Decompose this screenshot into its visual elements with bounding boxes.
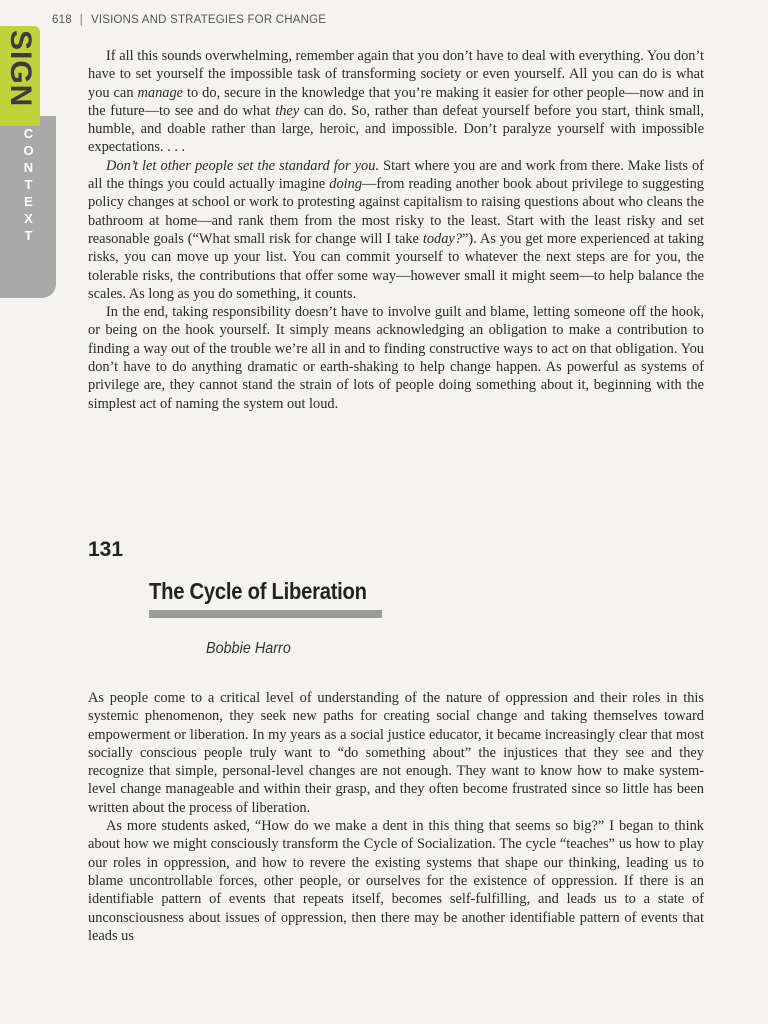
running-head-separator: | — [79, 14, 83, 26]
article-body-text — [88, 689, 704, 945]
running-head-title: VISIONS AND STRATEGIES FOR CHANGE — [90, 14, 327, 26]
page-number: 618 — [52, 14, 72, 26]
previous-reading-text — [88, 47, 704, 413]
paragraph: As people come to a critical level of understanding of the nature of oppression and their roles in this systemic phenomenon, they seek new paths for creating social change and taking themselves toward empowerment or liberation. In my years as a social justice educator, it became increasingly clear that most socially conscious people truly want to “do something about” the injustices that they see and they recognize that simple, personal-level changes are not enough. They want to know how to make system-level change manageable and within their grasp, and they often become frustrated since so little has been written about the process of liberation. — [88, 690, 704, 816]
article-author: Bobbie Harro — [206, 640, 291, 657]
paragraph: Don’t let other people set the standard for you. Start where you are and work from there. Make lists of all the things you could actually imagine doing—from reading another book about privilege to suggesting policy changes at school or work to protesting against capitalism to raising questions about who cleans the bathroom at home—and rank them from the most risky to the least. Start with the least risky and set reasonable goals (“What small risk for change will I take today?”). As you get more experienced at taking risks, you can move up your list. You can commit yourself to whatever the next steps are for you, the tolerable risks, the contributions that offer some way—however small it might seem—to help balance the scales. As long as you do something, it counts. — [88, 157, 704, 302]
reading-number: 131 — [88, 538, 124, 561]
paragraph: In the end, taking responsibility doesn’t have to involve guilt and blame, letting someone off the hook, or being on the hook yourself. It simply means acknowledging an obligation to make a contribution to finding a way out of the trouble we’re all in and to finding constructive ways to act on that obligation. You don’t have to do anything dramatic or earth-shaking to help change happen. As powerful as systems of privilege are, they cannot stand the strain of lots of people doing something about it, beginning with the simplest act of naming the system out loud. — [88, 304, 704, 412]
section-side-tab — [0, 26, 56, 272]
article-title: The Cycle of Liberation — [149, 578, 367, 604]
running-head — [52, 14, 326, 26]
paragraph: If all this sounds overwhelming, remember again that you don’t have to deal with everything. You don’t have to set yourself the impossible task of transforming society or even yourself. All you can do is what you can manage to do, secure in the knowledge that you’re making it easier for other people—now and in the future—to see and do what they can do. So, rather than defeat yourself before you start, think small, humble, and doable rather than large, heroic, and impossible. Don’t paralyze yourself with impossible expectations. . . . — [88, 48, 705, 156]
side-tab-bottom-label: CONTEXT — [21, 126, 36, 245]
side-tab-top-label: SIGN — [4, 30, 37, 108]
title-underline-bar — [149, 610, 382, 618]
paragraph: As more students asked, “How do we make a dent in this thing that seems so big?” I began to think about how we might consciously transform the Cycle of Socialization. The cycle “teaches” us how to play our roles in oppression, and how to revere the existing systems that shape our thinking, leading us to blame uncontrollable forces, other people, or ourselves for the existence of oppression. If there is an identifiable pattern of events that repeats itself, becomes self-fulfilling, and leads us to a state of unconsciousness about issues of oppression, then there may be another identifiable pattern of events that leads us — [88, 818, 704, 944]
